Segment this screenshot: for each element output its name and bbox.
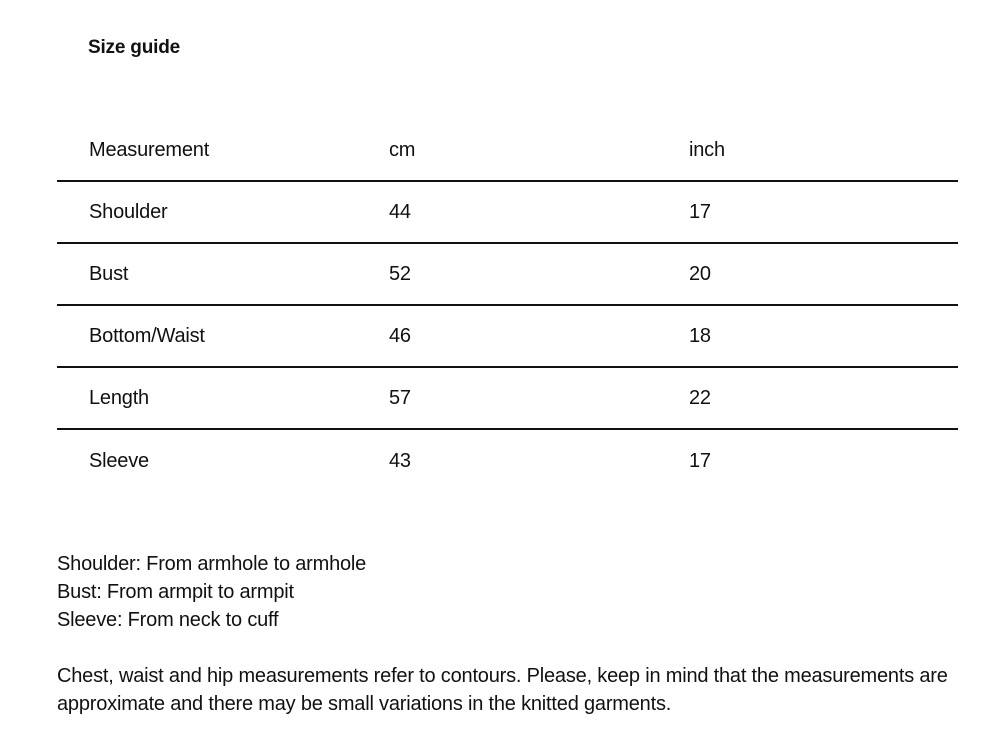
row-cm-value: 43 — [389, 449, 411, 472]
measurement-notes — [57, 550, 977, 718]
definition-line: Bust: From armpit to armpit — [57, 581, 294, 603]
row-inch-value: 18 — [689, 325, 711, 347]
row-cm-value: 57 — [389, 387, 411, 409]
row-measurement: Bottom/Waist — [89, 325, 205, 347]
row-cm-value: 52 — [389, 263, 411, 285]
table-row — [57, 243, 958, 305]
row-measurement: Bust — [89, 263, 129, 285]
size-table — [57, 120, 958, 491]
row-inch-value: 22 — [689, 387, 711, 409]
table-header-row — [57, 120, 958, 181]
table-body — [57, 181, 958, 491]
row-inch-value: 17 — [689, 449, 711, 472]
header-measurement: Measurement — [89, 139, 210, 161]
table-row — [57, 305, 958, 367]
table-row — [57, 181, 958, 243]
row-measurement: Shoulder — [89, 201, 168, 223]
header-inch: inch — [689, 139, 725, 161]
row-inch-value: 17 — [689, 201, 711, 223]
disclaimer-text: Chest, waist and hip measurements refer to contours. Please, keep in mind that the measurements are approximate and there may be small variations in the knitted garments. — [57, 665, 948, 715]
table-row — [57, 429, 958, 491]
definition-line: Shoulder: From armhole to armhole — [57, 553, 367, 575]
row-measurement: Length — [89, 387, 149, 409]
definition-line: Sleeve: From neck to cuff — [57, 609, 279, 631]
page-title: Size guide — [88, 37, 180, 58]
table-row — [57, 367, 958, 429]
row-cm-value: 44 — [389, 201, 411, 223]
row-inch-value: 20 — [689, 263, 711, 285]
row-cm-value: 46 — [389, 325, 411, 347]
table-header — [57, 120, 958, 181]
row-measurement: Sleeve — [89, 449, 149, 472]
header-cm: cm — [389, 139, 416, 161]
